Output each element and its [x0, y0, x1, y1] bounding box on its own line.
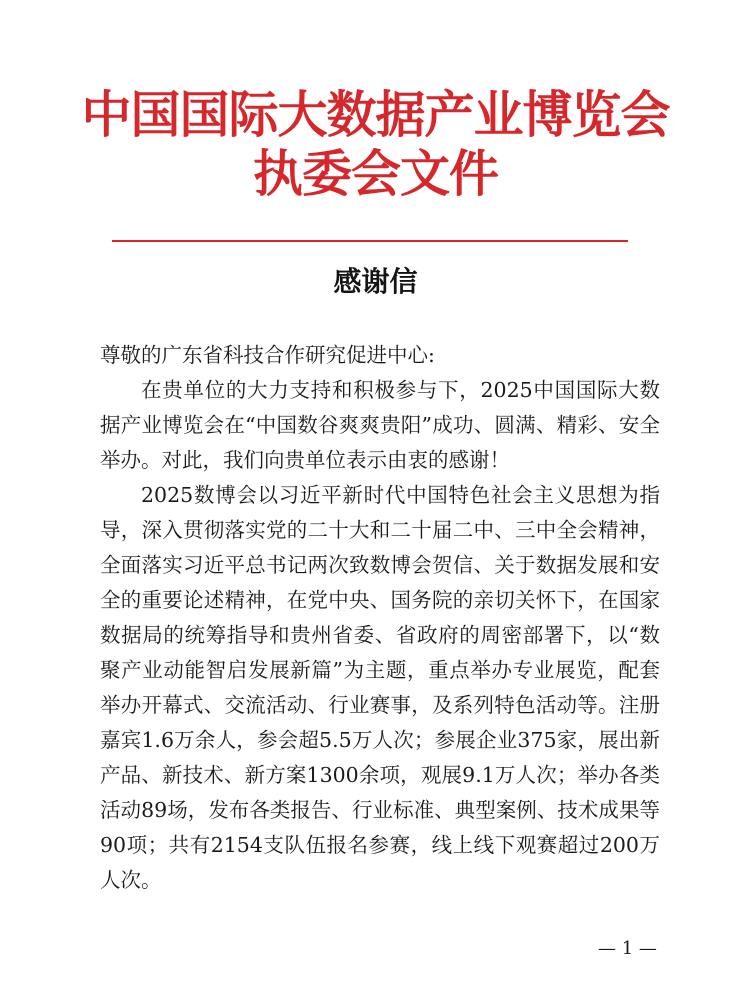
page-number: — 1 — — [598, 938, 657, 959]
header-divider — [112, 240, 628, 242]
paragraph: 2025数博会以习近平新时代中国特色社会主义思想为指导，深入贯彻落实党的二十大和二十届二中、三中全会精神，全面落实习近平总书记两次致数博会贺信、关于数据发展和安全的重要论述精神，在党中央、国务院的亲切关怀下，在国家数据局的统筹指导和贵州省委、省政府的周密部署下，以“数聚产业动能智启发展新篇”为主题，重点举办专业展览，配套举办开幕式、交流活动、行业赛事，及系列特色活动等。注册嘉宾1.6万余人，参会超5.5万人次；参展企业375家，展出新产品、新技术、新方案1300余项，观展9.1万人次；举办各类活动89场，发布各类报告、行业标准、典型案例、技术成果等90项；共有2154支队伍报名参赛，线上线下观赛超过200万人次。 — [100, 483, 660, 892]
document-header-title-line2: 执委会文件 — [253, 144, 498, 203]
paragraph: 在贵单位的大力支持和积极参与下，2025中国国际大数据产业博览会在“中国数谷爽爽贵阳”成功、圆满、精彩、安全举办。对此，我们向贵单位表示由衷的感谢！ — [100, 378, 660, 472]
letter-body — [100, 338, 660, 898]
salutation: 尊敬的广东省科技合作研究促进中心: — [100, 343, 435, 367]
document-header-title-line1: 中国国际大数据产业博览会 — [81, 85, 670, 144]
letter-title: 感谢信 — [333, 265, 418, 298]
